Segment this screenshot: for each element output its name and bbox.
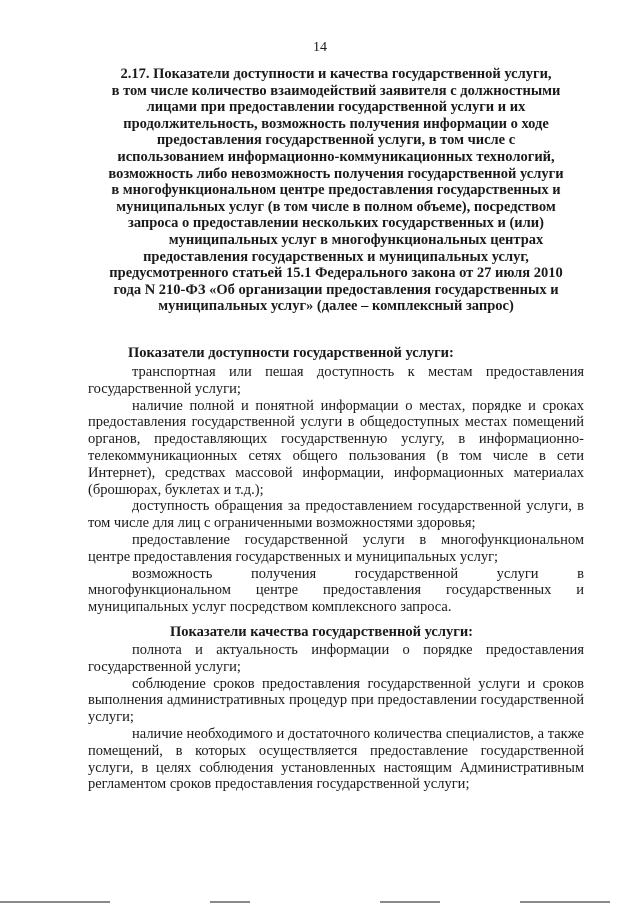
- availability-item: наличие полной и понятной информации о местах, порядке и сроках предоставления государственной услуги в общедоступных местах помещений органов, предоставляющих государственную услугу, в информационно-телекоммуникационных сетях общего пользования (в том числе в сети Интернет), средствах массовой информации, информационных материалах (брошюрах, буклетах и т.д.);: [88, 397, 584, 498]
- scan-edge-marks: [0, 899, 640, 905]
- heading-line: в многофункциональном центре предоставления государственных и: [111, 182, 561, 199]
- heading-line: муниципальных услуг» (далее – комплексный запрос): [158, 298, 514, 315]
- quality-list: [88, 642, 584, 793]
- heading-line: запроса о предоставлении нескольких государственных и (или): [128, 215, 544, 232]
- heading-line: продолжительность, возможность получения информации о ходе: [123, 115, 549, 132]
- quality-item: полнота и актуальность информации о порядке предоставления государственной услуги;: [88, 642, 584, 675]
- heading-line: предоставления государственных и муниципальных услуг,: [143, 248, 529, 265]
- heading-line: муниципальных услуг (в том числе в полном объеме), посредством: [116, 198, 556, 215]
- heading-line: 2.17. Показатели доступности и качества государственной услуги,: [120, 66, 552, 82]
- heading-line: предусмотренного статьей 15.1 Федерального закона от 27 июля 2010: [109, 265, 563, 282]
- heading-line: предоставления государственной услуги, в том числе с: [156, 132, 516, 149]
- availability-item: доступность обращения за предоставлением государственной услуги, в том числе для лиц с ограниченными возможностями здоровья;: [88, 498, 584, 532]
- availability-item: транспортная или пешая доступность к местам предоставления государственной услуги;: [88, 364, 584, 397]
- availability-item: предоставление государственной услуги в многофункциональном центре предоставления государственных и муниципальных услуг;: [88, 531, 584, 565]
- heading-line: лицами при предоставлении государственной услуги и их: [146, 99, 526, 116]
- heading-line: возможность либо невозможность получения государственной услуги: [108, 165, 564, 182]
- availability-list: [88, 364, 584, 616]
- quality-item: наличие необходимого и достаточного количества специалистов, а также помещений, в которых осуществляется предоставление государственной услуги, в целях соблюдения установленных настоящим Административным регламентом сроков предоставления государственной услуги;: [88, 725, 584, 793]
- heading-line: года N 210-ФЗ «Об организации предоставления государственных и: [113, 281, 559, 298]
- section-heading: [88, 66, 584, 315]
- heading-line: использованием информационно-коммуникационных технологий,: [117, 148, 555, 165]
- quality-title: Показатели качества государственной услуги:: [170, 624, 474, 640]
- availability-item: возможность получения государственной услуги в многофункциональном центре предоставления государственных и муниципальных услуг посредством комплексного запроса.: [88, 565, 584, 616]
- quality-item: соблюдение сроков предоставления государственной услуги и сроков выполнения административных процедур при предоставлении государственной услуги;: [88, 675, 584, 726]
- heading-line: в том числе количество взаимодействий заявителя с должностными: [111, 82, 561, 99]
- availability-title: Показатели доступности государственной услуги:: [128, 345, 454, 361]
- page-number: 14: [313, 40, 327, 55]
- heading-line: муниципальных услуг в многофункциональных центрах: [168, 231, 544, 248]
